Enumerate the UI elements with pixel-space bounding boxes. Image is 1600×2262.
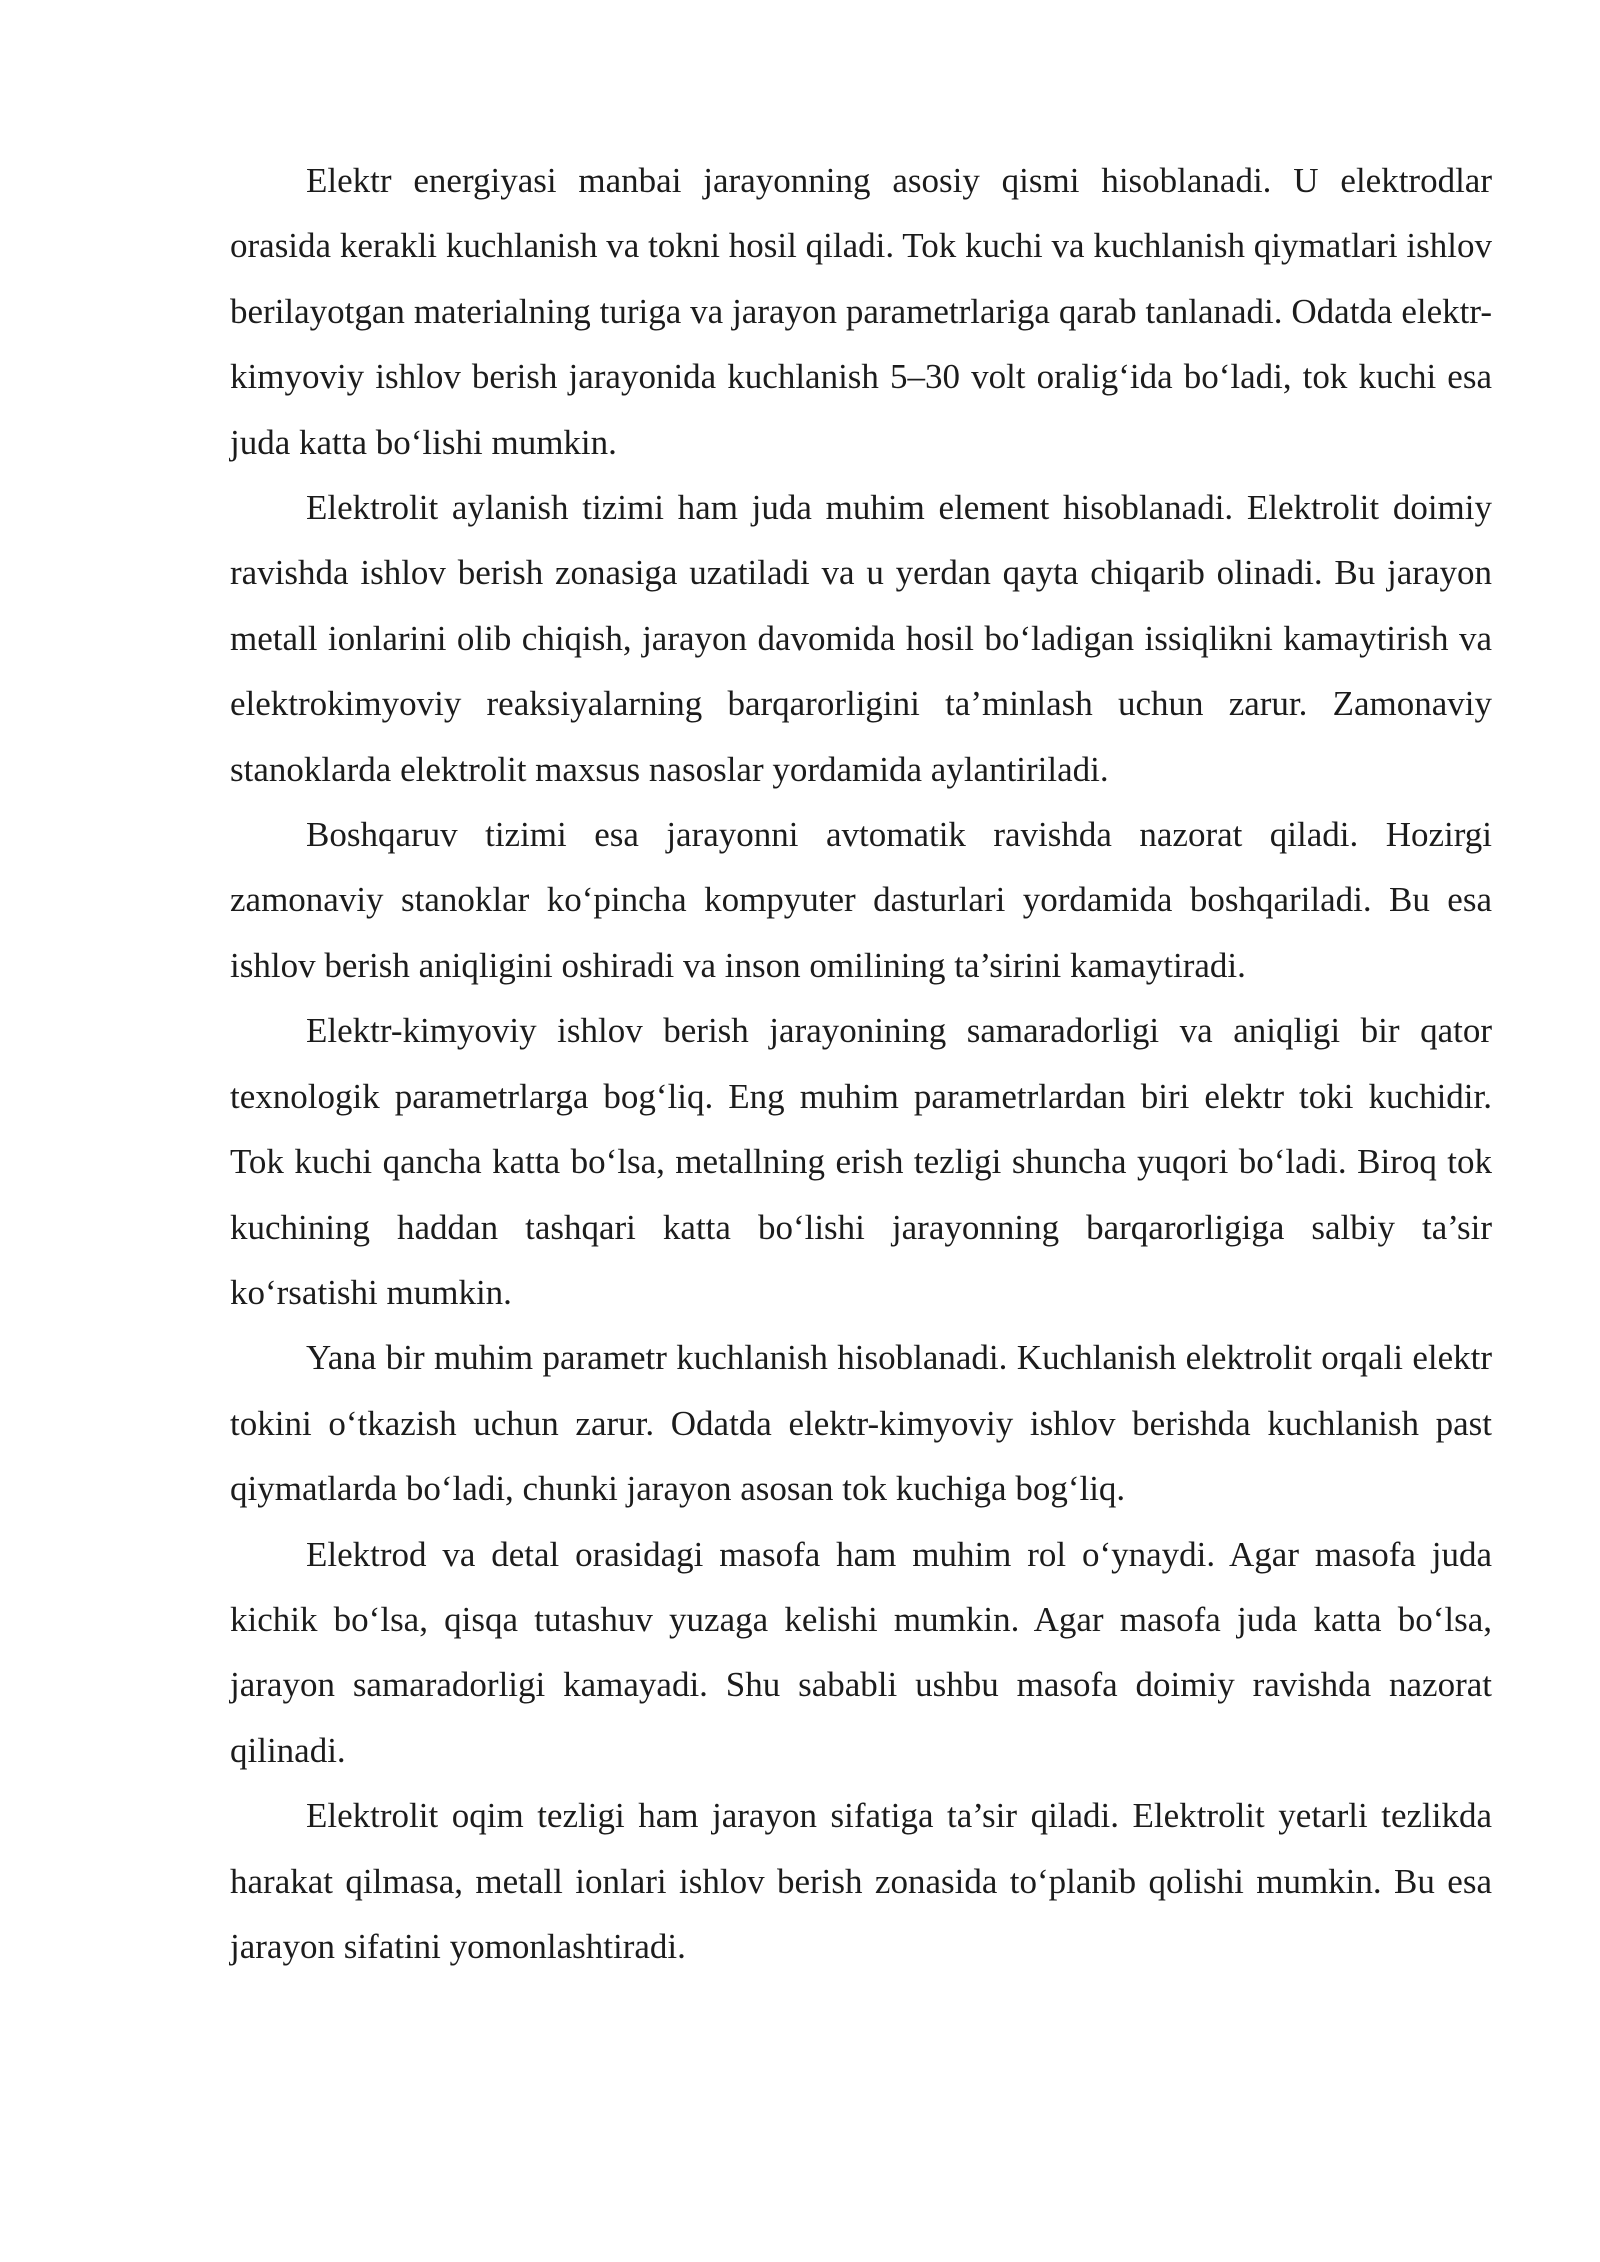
paragraph-current-strength: Elektr-kimyoviy ishlov berish jarayonining samaradorligi va aniqligi bir qator texnologik parametrlarga bog‘liq. Eng muhim parametrlardan biri elektr toki kuchidir. Tok kuchi qancha katta bo‘lsa, metallning erish tezligi shuncha yuqori bo‘ladi. Biroq tok kuchining haddan tashqari katta bo‘lishi jarayonning barqarorligiga salbiy ta’sir ko‘rsatishi mumkin. <box>230 1011 1492 1312</box>
document-body <box>230 148 1492 1979</box>
paragraph-power-source: Elektr energiyasi manbai jarayonning asosiy qismi hisoblanadi. U elektrodlar orasida kerakli kuchlanish va tokni hosil qiladi. Tok kuchi va kuchlanish qiymatlari ishlov berilayotgan materialning turiga va jarayon parametrlariga qarab tanlanadi. Odatda elektr-kimyoviy ishlov berish jarayonida kuchlanish 5–30 volt oralig‘ida bo‘ladi, tok kuchi esa juda katta bo‘lishi mumkin. <box>230 161 1492 462</box>
paragraph-control-system: Boshqaruv tizimi esa jarayonni avtomatik ravishda nazorat qiladi. Hozirgi zamonaviy stanoklar ko‘pincha kompyuter dasturlari yordamida boshqariladi. Bu esa ishlov berish aniqligini oshiradi va inson omilining ta’sirini kamaytiradi. <box>230 815 1492 985</box>
paragraph-electrolyte-flow: Elektrolit oqim tezligi ham jarayon sifatiga ta’sir qiladi. Elektrolit yetarli tezlikda harakat qilmasa, metall ionlari ishlov berish zonasida to‘planib qolishi mumkin. Bu esa jarayon sifatini yomonlashtiradi. <box>230 1796 1492 1966</box>
paragraph-electrolyte-circulation: Elektrolit aylanish tizimi ham juda muhim element hisoblanadi. Elektrolit doimiy ravishda ishlov berish zonasiga uzatiladi va u yerdan qayta chiqarib olinadi. Bu jarayon metall ionlarini olib chiqish, jarayon davomida hosil bo‘ladigan issiqlikni kamaytirish va elektrokimyoviy reaksiyalarning barqarorligini ta’minlash uchun zarur. Zamonaviy stanoklarda elektrolit maxsus nasoslar yordamida aylantiriladi. <box>230 488 1492 789</box>
paragraph-voltage: Yana bir muhim parametr kuchlanish hisoblanadi. Kuchlanish elektrolit orqali elektr tokini o‘tkazish uchun zarur. Odatda elektr-kimyoviy ishlov berishda kuchlanish past qiymatlarda bo‘ladi, chunki jarayon asosan tok kuchiga bog‘liq. <box>230 1338 1492 1509</box>
paragraph-electrode-gap: Elektrod va detal orasidagi masofa ham muhim rol o‘ynaydi. Agar masofa juda kichik bo‘lsa, qisqa tutashuv yuzaga kelishi mumkin. Agar masofa juda katta bo‘lsa, jarayon samaradorligi kamayadi. Shu sababli ushbu masofa doimiy ravishda nazorat qilinadi. <box>230 1534 1492 1770</box>
